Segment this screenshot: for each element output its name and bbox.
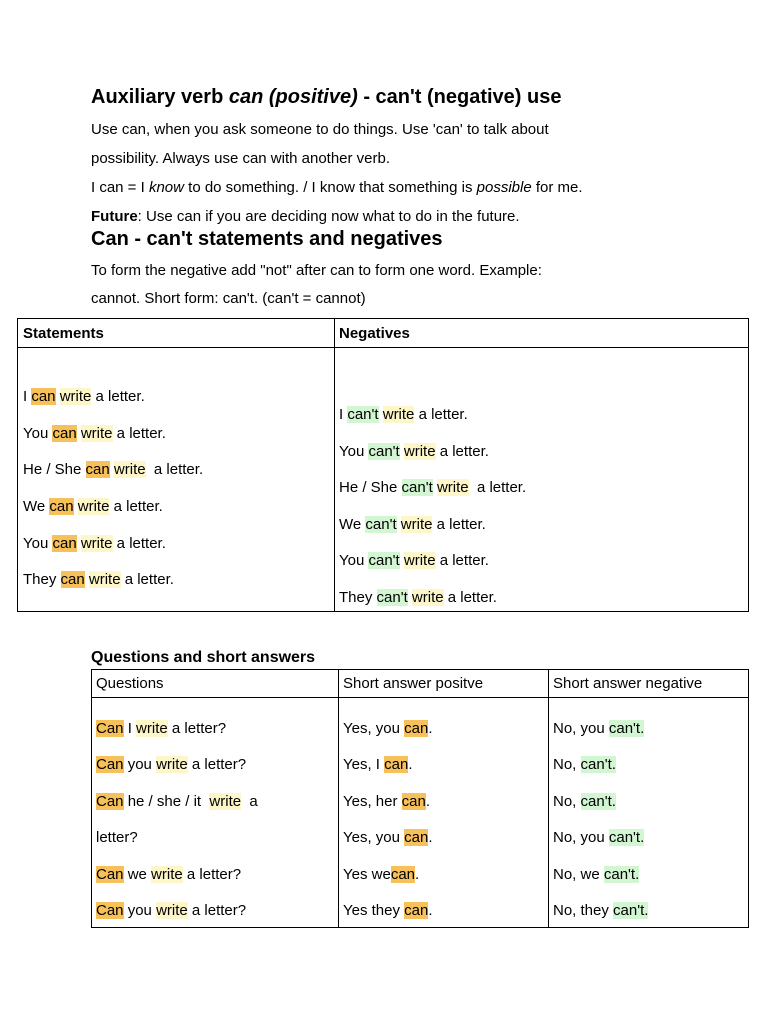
questions-table (91, 669, 749, 928)
list-item: Yes wecan. (343, 866, 420, 883)
text-italic: possible (476, 179, 532, 196)
list-item: They can write a letter. (23, 571, 174, 588)
header-label: Statements (23, 324, 104, 342)
table-header-cell (18, 319, 335, 348)
list-item: He / She can write a letter. (23, 461, 204, 478)
text-run: : Use can if you are deciding now what to do in the future. (137, 208, 520, 225)
list-item: No, they can't. (553, 902, 649, 919)
table-header-cell (92, 670, 339, 698)
table-header-cell (335, 319, 749, 348)
list-item: No, can't. (553, 793, 616, 810)
list-item: Yes, you can. (343, 720, 433, 737)
statements-cell (18, 348, 335, 612)
list-item: Yes, I can. (343, 756, 413, 773)
text-italic: know (148, 179, 184, 196)
title-part: Auxiliary verb (91, 86, 229, 108)
list-item: Yes, you can. (343, 829, 433, 846)
list-item: No, you can't. (553, 720, 645, 737)
section-title-auxiliary (91, 86, 561, 109)
list-item: Can he / she / it write a (96, 793, 258, 810)
text-run: for me. (531, 179, 583, 196)
section-title-statements: Can - can't statements and negatives (91, 228, 443, 250)
list-item: You can't write a letter. (339, 552, 489, 569)
list-item: Yes they can. (343, 902, 433, 919)
negatives-cell (335, 348, 749, 612)
list-item: No, can't. (553, 756, 616, 773)
header-label: Short answer positve (343, 675, 484, 692)
list-item: No, we can't. (553, 866, 640, 883)
list-item: Can you write a letter? (96, 902, 247, 919)
list-item: Can I write a letter? (96, 720, 227, 737)
questions-cell (92, 698, 339, 928)
paragraph (91, 179, 583, 196)
paragraph: cannot. Short form: can't. (can't = cannot) (91, 290, 366, 307)
list-item: I can't write a letter. (339, 406, 468, 423)
table-header-cell (549, 670, 749, 698)
paragraph: Use can, when you ask someone to do things. Use 'can' to talk about (91, 121, 549, 138)
list-item: We can write a letter. (23, 498, 163, 515)
list-item: They can't write a letter. (339, 589, 497, 606)
text-bold: Future (91, 208, 138, 225)
paragraph (91, 208, 520, 225)
negative-answers-cell (549, 698, 749, 928)
list-item: I can write a letter. (23, 388, 145, 405)
section-title-questions: Questions and short answers (91, 649, 316, 666)
list-item: Can you write a letter? (96, 756, 247, 773)
title-part: - can't (negative) use (357, 86, 562, 108)
list-item: letter? (96, 829, 138, 846)
positive-answers-cell (339, 698, 549, 928)
paragraph: possibility. Always use can with another verb. (91, 150, 391, 167)
header-label: Short answer negative (553, 675, 703, 692)
list-item: We can't write a letter. (339, 516, 486, 533)
header-label: Negatives (339, 324, 410, 342)
text-run: I can = I (91, 179, 149, 196)
list-item: He / She can't write a letter. (339, 479, 527, 496)
text-run: to do something. / I know that something is (183, 179, 477, 196)
list-item: Can we write a letter? (96, 866, 242, 883)
list-item: No, you can't. (553, 829, 645, 846)
list-item: Yes, her can. (343, 793, 431, 810)
table-header-cell (339, 670, 549, 698)
list-item: You can write a letter. (23, 425, 166, 442)
list-item: You can't write a letter. (339, 443, 489, 460)
header-label: Questions (96, 675, 164, 692)
title-italic: can (positive) (228, 86, 358, 108)
statements-table (17, 318, 749, 612)
paragraph: To form the negative add "not" after can to form one word. Example: (91, 262, 542, 279)
list-item: You can write a letter. (23, 535, 166, 552)
